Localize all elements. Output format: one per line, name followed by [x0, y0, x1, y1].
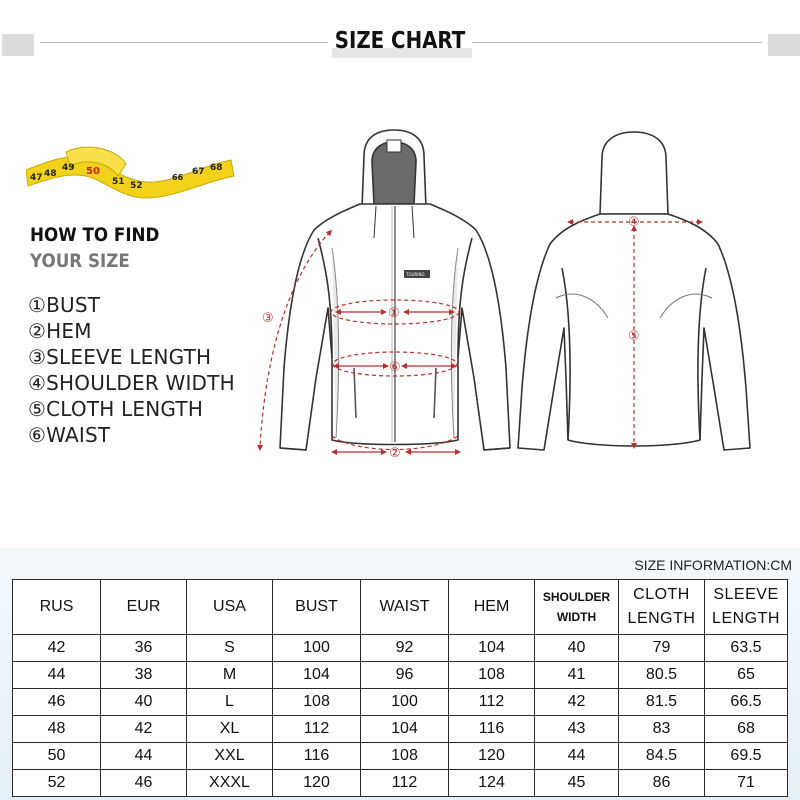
tape-number: 52: [130, 181, 143, 191]
table-row: [13, 716, 788, 743]
measurement-item-hem: ②HEM: [28, 319, 92, 343]
table-row: [13, 662, 788, 689]
jacket-brand-label: TOURING: [406, 272, 425, 277]
header-sleeve-length: [705, 580, 788, 635]
tape-number: 47: [30, 173, 43, 183]
measurement-item-sleeve-length: ③SLEEVE LENGTH: [28, 345, 212, 369]
header-eur: EUR: [101, 580, 187, 635]
header-shoulder-width: [535, 580, 619, 635]
table-row: [13, 743, 788, 770]
header-usa: USA: [187, 580, 273, 635]
marker-hem: ②: [389, 446, 401, 461]
header-bar-right: [768, 34, 800, 56]
measuring-tape-icon: [26, 140, 236, 200]
table-cell: 69.5: [705, 743, 788, 770]
header-cloth-length: [619, 580, 705, 635]
tape-number: 49: [62, 163, 75, 173]
marker-shoulder-width: ④: [628, 215, 640, 230]
table-cell: 42: [13, 635, 101, 662]
header-hem: HEM: [449, 580, 535, 635]
header-shoulder-line2: WIDTH: [556, 610, 597, 624]
table-cell: 104: [449, 635, 535, 662]
table-cell: 100: [273, 635, 361, 662]
table-cell: 104: [361, 716, 449, 743]
table-cell: 48: [13, 716, 101, 743]
size-table: [12, 579, 788, 797]
table-cell: 92: [361, 635, 449, 662]
table-cell: XXXL: [187, 770, 273, 797]
how-to-find-heading: HOW TO FIND: [30, 224, 160, 246]
table-cell: 81.5: [619, 689, 705, 716]
marker-cloth-length: ⑤: [628, 329, 640, 344]
tape-number: 67: [192, 167, 205, 177]
table-row: [13, 689, 788, 716]
table-cell: 116: [273, 743, 361, 770]
table-cell: XL: [187, 716, 273, 743]
table-cell: 116: [449, 716, 535, 743]
header-cloth-line1: CLOTH: [633, 586, 690, 603]
header-bar-left: [2, 34, 34, 56]
table-cell: 65: [705, 662, 788, 689]
table-cell: 112: [273, 716, 361, 743]
table-cell: 108: [361, 743, 449, 770]
header-cloth-line2: LENGTH: [627, 610, 696, 627]
table-cell: 108: [273, 689, 361, 716]
marker-bust: ①: [388, 306, 400, 321]
table-cell: 44: [101, 743, 187, 770]
table-cell: 42: [101, 716, 187, 743]
tape-number: 68: [210, 163, 223, 173]
table-cell: 45: [535, 770, 619, 797]
tape-number: 50: [86, 166, 100, 177]
table-row: [13, 770, 788, 797]
table-body: [13, 635, 788, 797]
header-rus: RUS: [13, 580, 101, 635]
jacket-front-icon: [280, 130, 510, 450]
table-header-row: [13, 580, 788, 635]
table-cell: 38: [101, 662, 187, 689]
your-size-heading: YOUR SIZE: [30, 250, 130, 272]
table-cell: 40: [101, 689, 187, 716]
table-cell: 43: [535, 716, 619, 743]
tape-number: 66: [172, 173, 184, 182]
table-cell: 124: [449, 770, 535, 797]
page-title: SIZE CHART: [334, 28, 466, 54]
table-cell: 112: [361, 770, 449, 797]
table-cell: L: [187, 689, 273, 716]
table-cell: 100: [361, 689, 449, 716]
table-cell: 44: [13, 662, 101, 689]
measurement-item-shoulder-width: ④SHOULDER WIDTH: [28, 371, 235, 395]
table-cell: 40: [535, 635, 619, 662]
table-cell: 52: [13, 770, 101, 797]
table-cell: 84.5: [619, 743, 705, 770]
size-unit-note: SIZE INFORMATION:CM: [634, 557, 792, 573]
measurement-item-waist: ⑥WAIST: [28, 423, 111, 447]
table-cell: 104: [273, 662, 361, 689]
table-cell: 80.5: [619, 662, 705, 689]
measurement-item-cloth-length: ⑤CLOTH LENGTH: [28, 397, 204, 421]
header-shoulder-line1: SHOULDER: [542, 590, 611, 604]
header-waist: WAIST: [361, 580, 449, 635]
header-bust: BUST: [273, 580, 361, 635]
table-cell: 120: [273, 770, 361, 797]
header-sleeve-line2: LENGTH: [712, 610, 780, 627]
table-cell: 71: [705, 770, 788, 797]
table-cell: 44: [535, 743, 619, 770]
table-cell: 79: [619, 635, 705, 662]
table-cell: 63.5: [705, 635, 788, 662]
table-cell: 46: [13, 689, 101, 716]
measurement-list: [28, 292, 235, 448]
jacket-measurement-diagram: [236, 118, 788, 478]
table-cell: 108: [449, 662, 535, 689]
tape-number: 48: [44, 169, 57, 179]
table-cell: 50: [13, 743, 101, 770]
marker-sleeve-length: ③: [262, 311, 274, 326]
table-cell: 68: [705, 716, 788, 743]
table-cell: 120: [449, 743, 535, 770]
table-cell: S: [187, 635, 273, 662]
table-cell: 42: [535, 689, 619, 716]
tape-number: 51: [112, 177, 125, 187]
table-cell: XXL: [187, 743, 273, 770]
table-cell: 66.5: [705, 689, 788, 716]
table-cell: 36: [101, 635, 187, 662]
table-cell: 41: [535, 662, 619, 689]
table-cell: 83: [619, 716, 705, 743]
table-cell: 96: [361, 662, 449, 689]
table-cell: 86: [619, 770, 705, 797]
table-cell: 112: [449, 689, 535, 716]
table-cell: 46: [101, 770, 187, 797]
marker-waist: ⑥: [389, 360, 401, 375]
header-sleeve-line1: SLEEVE: [713, 586, 779, 603]
table-cell: M: [187, 662, 273, 689]
measurement-item-bust: ①BUST: [28, 293, 101, 317]
table-row: [13, 635, 788, 662]
